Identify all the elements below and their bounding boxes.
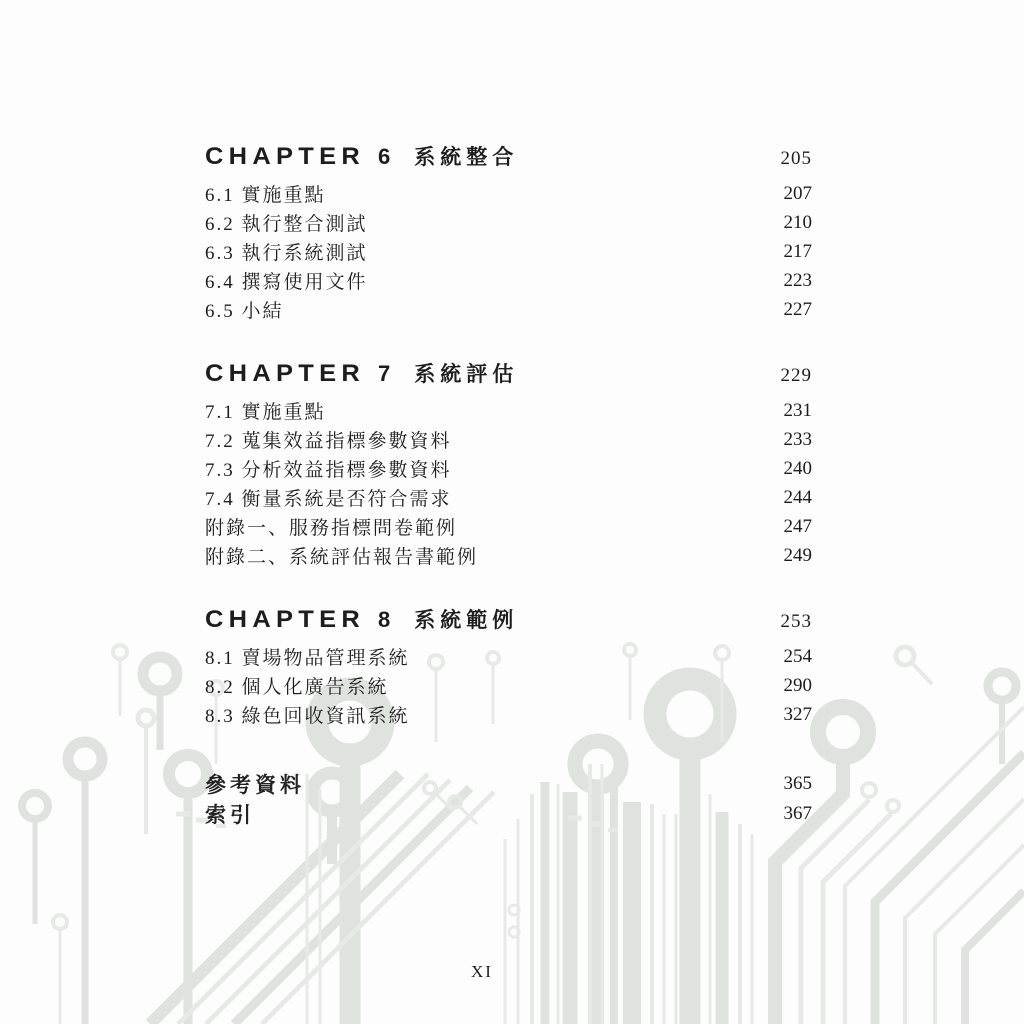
toc-entry-page: 240	[783, 457, 812, 479]
toc-entry-page: 290	[783, 674, 812, 696]
chapter-number: 7	[378, 361, 391, 386]
chapter-page-number: 253	[780, 611, 812, 632]
toc-entry	[205, 425, 812, 454]
toc-entry-page: 233	[783, 428, 812, 450]
toc-entry-label: 7.1 實施重點	[205, 402, 326, 423]
page-folio: XI	[471, 962, 493, 981]
toc-chapter-heading	[205, 141, 812, 171]
toc-chapter-6	[205, 141, 812, 324]
toc-back-matter	[205, 769, 812, 829]
toc-entry-page: 223	[783, 269, 812, 291]
toc-entry	[205, 237, 812, 266]
toc-entry-label: 6.4 撰寫使用文件	[205, 272, 368, 293]
chapter-word: CHAPTER	[205, 360, 366, 387]
toc-entry	[205, 295, 812, 324]
toc-entry-appendix	[205, 512, 812, 541]
toc-entry-label: 6.5 小結	[205, 301, 284, 322]
toc-entry-page: 327	[783, 703, 812, 725]
chapter-title: 系統評估	[414, 362, 519, 386]
back-matter-entry-index	[205, 799, 812, 829]
toc-chapter-heading	[205, 358, 812, 388]
toc-entry-page: 247	[783, 515, 812, 537]
toc-entry-label: 8.2 個人化廣告系統	[205, 677, 389, 698]
chapter-page-number: 229	[780, 365, 812, 386]
back-matter-entry-references	[205, 769, 812, 799]
toc-entry-page: 231	[783, 399, 812, 421]
toc-chapter-7	[205, 358, 812, 570]
toc-entry-label: 8.1 賣場物品管理系統	[205, 648, 410, 669]
chapter-page-number: 205	[780, 148, 812, 169]
toc-entry	[205, 483, 812, 512]
back-matter-label: 參考資料	[205, 773, 305, 797]
toc-entry	[205, 454, 812, 483]
toc-entry-page: 244	[783, 486, 812, 508]
toc-entry-appendix	[205, 541, 812, 570]
chapter-title: 系統整合	[414, 145, 519, 169]
toc-entry-label: 6.1 實施重點	[205, 185, 326, 206]
toc-entry	[205, 671, 812, 700]
chapter-word: CHAPTER	[205, 606, 366, 633]
chapter-title: 系統範例	[414, 608, 519, 632]
toc-entry-page: 227	[783, 298, 812, 320]
toc-entry-label: 附錄一、服務指標問卷範例	[205, 518, 458, 539]
toc-entry-page: 249	[783, 544, 812, 566]
toc-entry-label: 8.3 綠色回收資訊系統	[205, 706, 410, 727]
toc-entry-page: 254	[783, 645, 812, 667]
toc-entry	[205, 266, 812, 295]
toc-entry-page: 210	[783, 211, 812, 233]
toc-entry	[205, 179, 812, 208]
back-matter-page: 367	[783, 803, 812, 824]
toc-entry	[205, 208, 812, 237]
toc-entry	[205, 642, 812, 671]
toc-entry-label: 7.3 分析效益指標參數資料	[205, 460, 452, 481]
toc-entry-label: 7.4 衡量系統是否符合需求	[205, 489, 452, 510]
table-of-contents	[205, 141, 812, 829]
toc-entry	[205, 700, 812, 729]
toc-entry	[205, 396, 812, 425]
chapter-word: CHAPTER	[205, 143, 366, 170]
toc-chapter-8	[205, 604, 812, 729]
toc-entry-page: 217	[783, 240, 812, 262]
toc-entry-label: 6.2 執行整合測試	[205, 214, 368, 235]
toc-chapter-heading	[205, 604, 812, 634]
chapter-number: 8	[378, 607, 391, 632]
toc-entry-label: 6.3 執行系統測試	[205, 243, 368, 264]
toc-entry-label: 7.2 蒐集效益指標參數資料	[205, 431, 452, 452]
toc-entry-page: 207	[783, 182, 812, 204]
back-matter-page: 365	[783, 773, 812, 794]
back-matter-label: 索引	[205, 803, 255, 827]
toc-entry-label: 附錄二、系統評估報告書範例	[205, 547, 479, 568]
chapter-number: 6	[378, 144, 391, 169]
